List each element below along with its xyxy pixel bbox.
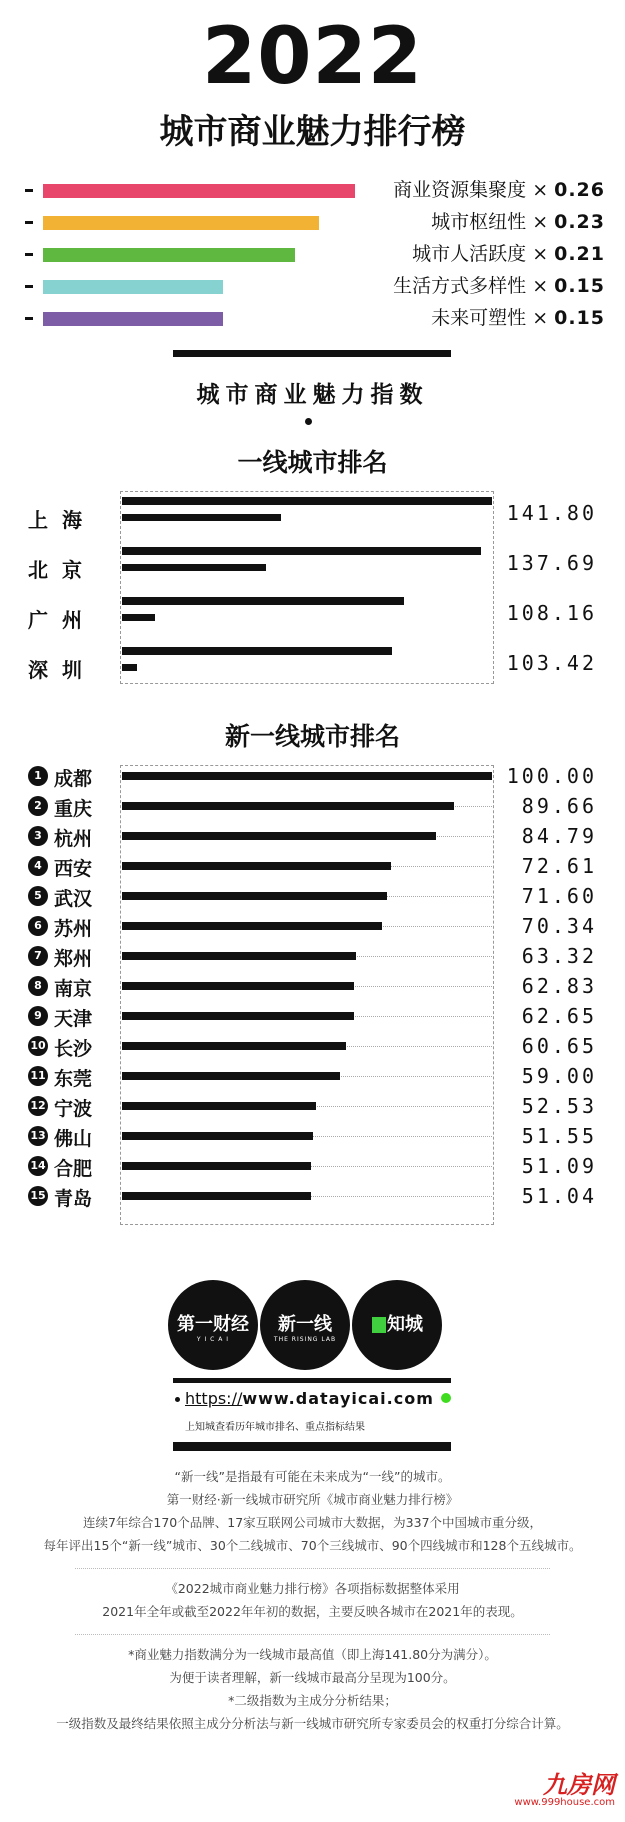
note-line: 2021年全年或截至2022年年初的数据，主要反映各城市在2021年的表现。 (102, 1604, 523, 1619)
index-bar (122, 1192, 311, 1200)
newtier1-title: 新一线城市排名 (224, 722, 400, 751)
zhicheng-mark-icon (372, 1317, 386, 1333)
city-name: 青岛 (54, 1188, 93, 1210)
value-label: 51.55 (521, 1124, 597, 1148)
weight-row (25, 308, 605, 330)
rank-badge: 11 (28, 1066, 48, 1086)
rank-badge: 12 (28, 1096, 48, 1116)
bullet-icon (175, 1397, 180, 1402)
zhicheng-tip: 上知城查看历年城市排名、重点指标结果 (185, 1422, 365, 1433)
index-bar (122, 1102, 316, 1110)
weight-label (412, 242, 605, 266)
note-line: 为便于读者理解，新一线城市最高分呈现为100分。 (169, 1670, 456, 1685)
value-label: 52.53 (521, 1094, 597, 1118)
divider (173, 1378, 451, 1383)
index-bar (122, 802, 454, 810)
rank-badge: 6 (28, 916, 48, 936)
note-divider (75, 1568, 550, 1569)
city-name: 西安 (54, 858, 93, 880)
rank-badge: 13 (28, 1126, 48, 1146)
rank-badge: 1 (28, 766, 48, 786)
city-name: 长沙 (54, 1038, 93, 1060)
note-line: 连续7年综合170个品牌、17家互联网公司城市大数据，为337个中国城市重分级， (82, 1515, 543, 1530)
index-bar (122, 1072, 340, 1080)
website-link[interactable] (185, 1389, 434, 1408)
value-label: 72.61 (521, 854, 597, 878)
rank-badge: 14 (28, 1156, 48, 1176)
rank-badge: 10 (28, 1036, 48, 1056)
yicai-logo-text: 第一财经 (177, 1314, 249, 1335)
times-sign: × (532, 211, 549, 233)
separator-dot (305, 418, 312, 425)
weight-name: 生活方式多样性 (393, 275, 527, 297)
index-bar (122, 547, 481, 555)
risinglab-logo-sub: THE RISING LAB (273, 1336, 337, 1343)
divider (173, 350, 451, 357)
city-name: 佛山 (54, 1128, 93, 1150)
value-label: 108.16 (506, 601, 597, 625)
city-name: 东莞 (54, 1068, 93, 1090)
zhicheng-logo-text: 知城 (387, 1314, 423, 1335)
city-name: 天津 (54, 1008, 93, 1030)
watermark-name: 九房网 (543, 1771, 615, 1799)
note-line: *二级指数为主成分分析结果； (228, 1693, 397, 1708)
times-sign: × (532, 179, 549, 201)
weight-label (431, 306, 605, 330)
note-line: “新一线”是指最有可能在未来成为“一线”的城市。 (174, 1469, 451, 1484)
weight-row (25, 244, 605, 266)
index-bar (122, 832, 436, 840)
rank-badge: 9 (28, 1006, 48, 1026)
value-label: 59.00 (521, 1064, 597, 1088)
city-name: 重庆 (54, 798, 93, 820)
risinglab-logo (260, 1280, 350, 1370)
yicai-logo-sub: Y I C A I (196, 1336, 230, 1343)
weight-bar (43, 216, 319, 230)
value-label: 103.42 (506, 651, 597, 675)
rank-badge: 5 (28, 886, 48, 906)
city-name: 武汉 (54, 888, 93, 910)
subindex-bar (122, 664, 137, 671)
weight-value: 0.15 (554, 275, 605, 297)
value-label: 60.65 (521, 1034, 597, 1058)
city-name: 宁波 (54, 1098, 93, 1120)
times-sign: × (532, 275, 549, 297)
index-bar (122, 892, 387, 900)
index-title: 城市商业魅力指数 (196, 382, 429, 408)
times-sign: × (532, 307, 549, 329)
index-bar (122, 1012, 354, 1020)
rank-badge: 7 (28, 946, 48, 966)
value-label: 51.09 (521, 1154, 597, 1178)
rank-badge: 2 (28, 796, 48, 816)
index-bar (122, 922, 382, 930)
subindex-bar (122, 564, 266, 571)
value-label: 84.79 (521, 824, 597, 848)
zhicheng-logo (352, 1280, 442, 1370)
index-bar (122, 497, 492, 505)
dash-mark (25, 253, 33, 256)
weight-bar (43, 280, 223, 294)
value-label: 62.65 (521, 1004, 597, 1028)
index-bar (122, 647, 392, 655)
dash-mark (25, 317, 33, 320)
index-bar (122, 597, 404, 605)
divider (173, 1442, 451, 1451)
note-line: 每年评出15个“新一线”城市、30个二线城市、70个三线城市、90个四线城市和128个五线城市。 (43, 1538, 582, 1553)
weight-row (25, 212, 605, 234)
green-dot-icon (441, 1393, 451, 1403)
city-name: 成都 (54, 768, 93, 790)
weight-bar (43, 184, 355, 198)
url-domain: www.datayicai.com (242, 1389, 434, 1408)
weight-name: 城市人活跃度 (412, 243, 527, 265)
subindex-bar (122, 614, 155, 621)
note-line: *商业魅力指数满分为一线城市最高值（即上海141.80分为满分）。 (128, 1647, 497, 1662)
city-name: 广州 (28, 608, 96, 632)
note-line: 第一财经·新一线城市研究所《城市商业魅力排行榜》 (166, 1492, 459, 1507)
weight-value: 0.15 (554, 307, 605, 329)
rank-badge: 3 (28, 826, 48, 846)
value-label: 100.00 (506, 764, 597, 788)
note-line: 《2022城市商业魅力排行榜》各项指标数据整体采用 (165, 1581, 460, 1596)
weight-value: 0.26 (554, 179, 605, 201)
value-label: 89.66 (521, 794, 597, 818)
dash-mark (25, 285, 33, 288)
tier1-title: 一线城市排名 (237, 448, 388, 477)
city-name: 合肥 (54, 1158, 93, 1180)
weight-bar (43, 312, 223, 326)
weight-row (25, 276, 605, 298)
rank-badge: 8 (28, 976, 48, 996)
subindex-bar (122, 514, 281, 521)
watermark (514, 1773, 615, 1808)
index-bar (122, 1162, 311, 1170)
index-bar (122, 982, 354, 990)
yicai-logo (168, 1280, 258, 1370)
weight-label (393, 274, 605, 298)
weight-name: 商业资源集聚度 (393, 179, 527, 201)
risinglab-logo-text: 新一线 (278, 1314, 332, 1335)
index-bar (122, 1132, 313, 1140)
weight-value: 0.23 (554, 211, 605, 233)
city-name: 北京 (28, 558, 96, 582)
weight-bar (43, 248, 295, 262)
value-label: 63.32 (521, 944, 597, 968)
city-name: 郑州 (54, 948, 93, 970)
city-name: 深圳 (28, 658, 96, 682)
page-title: 城市商业魅力排行榜 (159, 112, 466, 152)
rank-badge: 4 (28, 856, 48, 876)
weight-name: 未来可塑性 (431, 307, 527, 329)
city-name: 杭州 (54, 828, 93, 850)
value-label: 62.83 (521, 974, 597, 998)
index-bar (122, 772, 492, 780)
index-bar (122, 862, 391, 870)
value-label: 137.69 (506, 551, 597, 575)
value-label: 70.34 (521, 914, 597, 938)
weight-value: 0.21 (554, 243, 605, 265)
value-label: 141.80 (506, 501, 597, 525)
weight-name: 城市枢纽性 (431, 211, 527, 233)
value-label: 71.60 (521, 884, 597, 908)
value-label: 51.04 (521, 1184, 597, 1208)
dash-mark (25, 189, 33, 192)
dash-mark (25, 221, 33, 224)
city-name: 苏州 (54, 918, 93, 940)
note-line: 一级指数及最终结果依照主成分分析法与新一线城市研究所专家委员会的权重打分综合计算。 (56, 1716, 569, 1731)
weight-label (431, 210, 605, 234)
index-bar (122, 952, 356, 960)
url-prefix: https:// (185, 1389, 243, 1408)
watermark-url: www.999house.com (514, 1797, 615, 1808)
city-name: 上海 (28, 508, 96, 532)
note-divider (75, 1634, 550, 1635)
rank-badge: 15 (28, 1186, 48, 1206)
city-name: 南京 (54, 978, 93, 1000)
weight-label (393, 178, 605, 202)
times-sign: × (532, 243, 549, 265)
index-bar (122, 1042, 346, 1050)
weight-row (25, 180, 605, 202)
year-heading: 2022 (201, 12, 424, 102)
